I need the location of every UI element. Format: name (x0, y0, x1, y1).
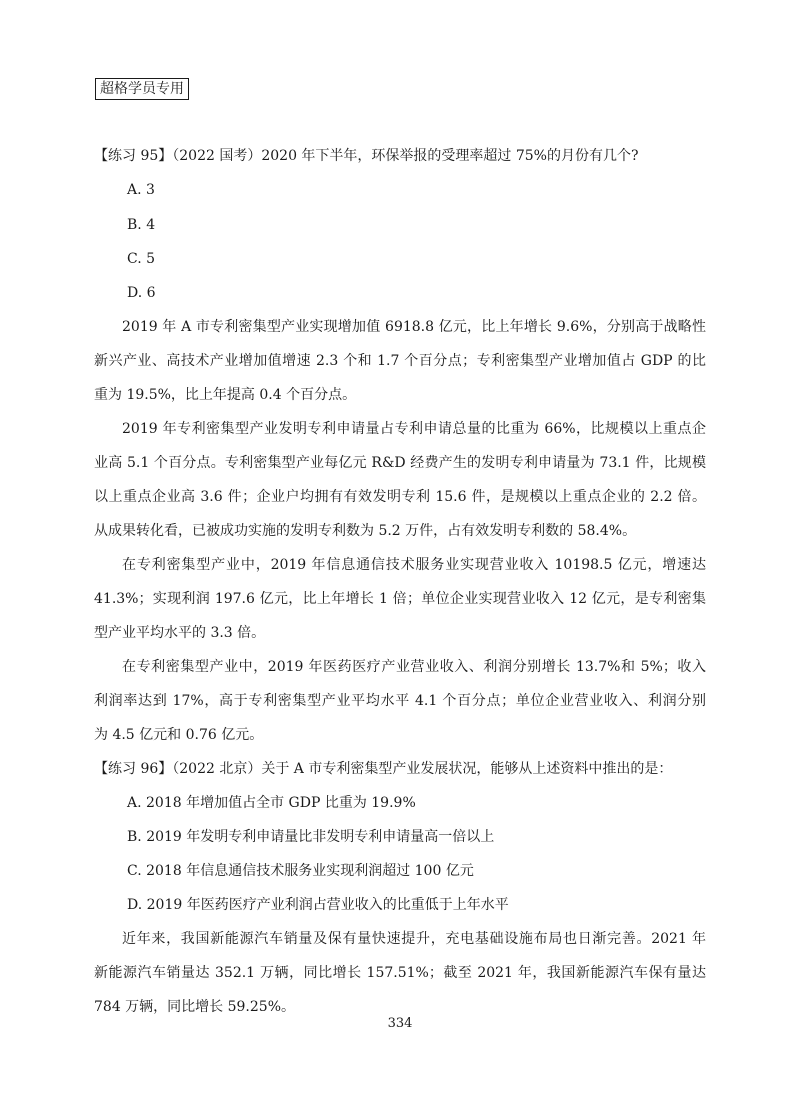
passage1-p4-line1: 在专利密集型产业中，2019 年医药医疗产业营业收入、利润分别增长 13.7%和 5%；收入 (122, 659, 706, 675)
q96-option-b: B. 2019 年发明专利申请量比非发明专利申请量高一倍以上 (127, 829, 495, 845)
q95-option-c: C. 5 (127, 251, 156, 267)
passage1-p3-line1: 在专利密集型产业中，2019 年信息通信技术服务业实现营业收入 10198.5 亿元，增速达 (122, 557, 706, 573)
passage2-p1-line3: 784 万辆，同比增长 59.25%。 (94, 999, 296, 1015)
q96-option-d: D. 2019 年医药医疗产业利润占营业收入的比重低于上年水平 (127, 897, 509, 913)
question-95-stem: 【练习 95】（2022 国考）2020 年下半年，环保举报的受理率超过 75%的月份有几个? (94, 148, 639, 164)
passage1-p4-line3: 为 4.5 亿元和 0.76 亿元。 (94, 727, 264, 743)
q95-option-d: D. 6 (127, 285, 156, 301)
q96-option-a: A. 2018 年增加值占全市 GDP 比重为 19.9% (127, 795, 416, 811)
passage1-p1-line2: 新兴产业、高技术产业增加值增速 2.3 个和 1.7 个百分点；专利密集型产业增加值占 GDP 的比 (94, 353, 706, 369)
passage1-p3-line3: 型产业平均水平的 3.3 倍。 (94, 625, 266, 641)
q96-option-c: C. 2018 年信息通信技术服务业实现利润超过 100 亿元 (127, 863, 474, 879)
passage1-p1-line1: 2019 年 A 市专利密集型产业实现增加值 6918.8 亿元，比上年增长 9.6%，分别高于战略性 (122, 319, 706, 335)
passage1-p4-line2: 利润率达到 17%，高于专利密集型产业平均水平 4.1 个百分点；单位企业营业收入、利润分别 (94, 693, 706, 709)
student-only-tag: 超格学员专用 (95, 78, 189, 100)
passage1-p2-line2: 业高 5.1 个百分点。专利密集型产业每亿元 R&D 经费产生的发明专利申请量为 73.1 件，比规模 (94, 455, 706, 471)
passage1-p2-line4: 从成果转化看，已被成功实施的发明专利数为 5.2 万件，占有效发明专利数的 58.4%。 (94, 523, 637, 539)
passage2-p1-line1: 近年来，我国新能源汽车销量及保有量快速提升，充电基础设施布局也日渐完善。2021 年 (122, 931, 706, 947)
q95-option-a: A. 3 (127, 182, 155, 198)
passage1-p2-line1: 2019 年专利密集型产业发明专利申请量占专利申请总量的比重为 66%，比规模以上重点企 (122, 421, 706, 437)
page-number: 334 (387, 1016, 413, 1031)
passage2-p1-line2: 新能源汽车销量达 352.1 万辆，同比增长 157.51%；截至 2021 年，我国新能源汽车保有量达 (94, 965, 706, 981)
passage1-p2-line3: 以上重点企业高 3.6 件；企业户均拥有有效发明专利 15.6 件，是规模以上重点企业的 2.2 倍。 (94, 489, 706, 505)
question-96-stem: 【练习 96】（2022 北京）关于 A 市专利密集型产业发展状况，能够从上述资料中推出的是： (94, 761, 673, 777)
passage1-p3-line2: 41.3%；实现利润 197.6 亿元，比上年增长 1 倍；单位企业实现营业收入 12 亿元，是专利密集 (94, 591, 706, 607)
q95-option-b: B. 4 (127, 217, 156, 233)
passage1-p1-line3: 重为 19.5%，比上年提高 0.4 个百分点。 (94, 387, 357, 403)
